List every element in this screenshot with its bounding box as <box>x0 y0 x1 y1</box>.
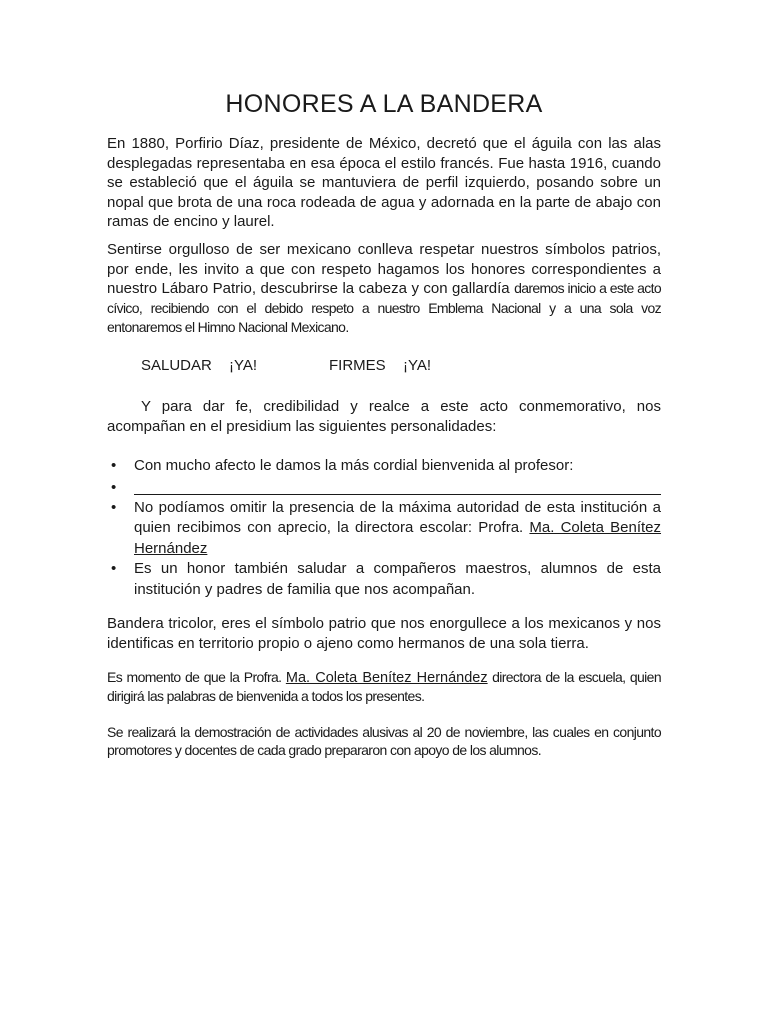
bullet-icon: • <box>111 457 117 474</box>
document-title: HONORES A LA BANDERA <box>225 90 543 118</box>
list-item <box>107 456 661 477</box>
list-item <box>107 498 661 560</box>
bullet-director: No podíamos omitir la presencia de la máxima autoridad de esta institución a quien recibimos con aprecio, la directora escolar: Profra. <box>134 498 661 536</box>
paragraph-presidium-text: Y para dar fe, credibilidad y realce a este acto conmemorativo, nos acompañan en el presidium las siguientes personalidades: <box>107 398 661 435</box>
blank-line <box>134 478 661 495</box>
director-name-inline: Ma. Coleta Benítez Hernández <box>285 670 488 686</box>
bullet-colleagues: Es un honor también saludar a compañeros maestros, alumnos de esta institución y padres de familia que nos acompañan. <box>134 560 661 598</box>
paragraph-director-speech-part1: Es momento de que la Profra. <box>107 669 282 685</box>
paragraph-invitation-part2: daremos inicio a este acto cívico, recibiendo con el debido respeto a nuestro Emblema Nacional y a una sola voz entonaremos el Himno Nacional Mexicano. <box>107 280 662 335</box>
list-item <box>107 559 661 600</box>
paragraph-flag: Bandera tricolor, eres el símbolo patrio que nos enorgullece a los mexicanos y nos identificas en territorio propio o ajeno como hermanos de una sola tierra. <box>107 615 661 652</box>
bullet-welcome-professor: Con mucho afecto le damos la más cordial bienvenida al profesor: <box>134 457 574 474</box>
command-firmes: FIRMES <box>329 357 386 374</box>
paragraph-presidium <box>107 397 661 436</box>
paragraph-activities: Se realizará la demostración de actividades alusivas al 20 de noviembre, las cuales en conjunto promotores y docentes de cada grado prepararon con apoyo de los alumnos. <box>107 724 661 758</box>
command-firmes-ya: ¡YA! <box>403 357 432 374</box>
paragraph-invitation-part1: Sentirse orgulloso de ser mexicano conlleva respetar nuestros símbolos patrios, por ende, les invito a que con respeto hagamos los honores correspondientes a nuestro Lábaro Patrio, descubrirse la cabeza y con gallardía <box>107 241 661 297</box>
paragraph-invitation <box>107 240 661 338</box>
bullet-icon: • <box>111 560 117 577</box>
director-name: Ma. Coleta Benítez Hernández <box>134 519 662 557</box>
paragraph-director-speech-part2: directora de la escuela, quien dirigirá las palabras de bienvenida a todos los presentes. <box>107 669 661 704</box>
personalities-list <box>107 456 661 600</box>
bullet-icon: • <box>111 478 117 496</box>
paragraph-director-speech <box>107 668 661 705</box>
bullet-icon: • <box>111 498 117 516</box>
list-item <box>107 478 661 495</box>
command-saludar: SALUDAR <box>141 357 212 374</box>
paragraph-history: En 1880, Porfirio Díaz, presidente de México, decretó que el águila con las alas desplegadas representaba en esa época el estilo francés. Fue hasta 1916, cuando se estableció que el águila se mantuviera de perfil izquierdo, posando sobre un nopal que brota de una roca rodeada de agua y adornada en la parte de abajo con ramas de encino y laurel. <box>107 135 661 230</box>
command-saludar-ya: ¡YA! <box>229 357 258 374</box>
